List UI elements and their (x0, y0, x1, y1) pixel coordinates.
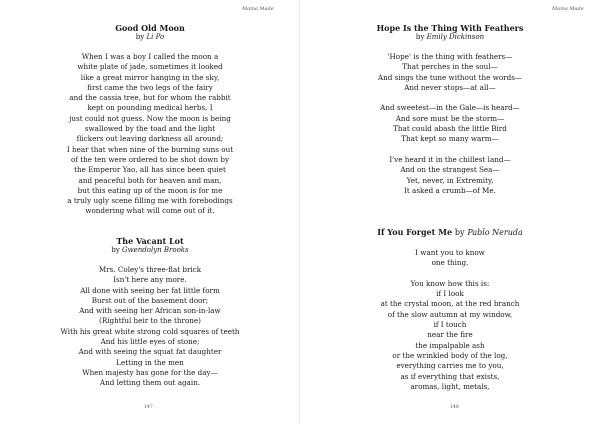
right-page (300, 0, 600, 424)
poem-line: first came the two legs of the fairy (87, 82, 213, 92)
poem-line: of the slow autumn at my window, (387, 309, 513, 319)
poem-line: wondering what will come out of it. (85, 206, 215, 216)
poem-line: kept on pounding medical herbs, I (87, 103, 213, 113)
poem-line: Mrs. Coley's three-flat brick (98, 265, 202, 274)
poem-byline (300, 33, 600, 41)
page-number: 148 (450, 405, 459, 410)
poem-author: Pablo Neruda (467, 228, 523, 237)
poem-line: just could not guess. Now the moon is being (69, 113, 231, 123)
poem-line: Burst out of the basement door; (91, 295, 209, 305)
poem-line: That kept so many warm— (401, 134, 499, 144)
poem-line: of the ten were ordered to be shot down by (70, 154, 230, 164)
poem-line: aromas, light, metals, (410, 381, 490, 391)
poem-line: Yet, never, in Extremity, (406, 175, 494, 185)
poem-line: And on the strangest Sea— (400, 165, 500, 175)
poem-line: You know how this is: (410, 278, 490, 288)
poem-line: And never stops—at all— (404, 82, 496, 92)
poem-line: When majesty has gone for the day— (82, 367, 218, 377)
poem-line: (Rightful heir to the throne) (99, 316, 201, 326)
poem-line: one thing. (431, 258, 469, 268)
poem-line: That perches in the soul— (402, 62, 498, 72)
poem-line: Letting in the men (116, 357, 184, 367)
poem-body (0, 52, 300, 217)
poem-line: And his little eyes of stone; (100, 337, 200, 347)
by-word: by (415, 33, 425, 41)
poem-line: And sings the tune without the words— (377, 72, 523, 82)
poem-title: Hope Is the Thing With Feathers (376, 23, 524, 33)
stanza-break (300, 269, 600, 279)
poem-line: I hear that when nine of the burning suns out (66, 144, 234, 154)
poem-line: And with seeing her African son-in-law (79, 306, 221, 316)
poem-line: I want you to know (415, 248, 485, 257)
poem-line: as if everything that exists, (400, 371, 500, 381)
poem-line: And with seeing the squat fat daughter (78, 347, 222, 357)
poem-author: Li Po (146, 33, 165, 41)
poem-byline (0, 246, 300, 254)
poem-line: Isn't here any more. (113, 275, 187, 285)
poem-body (300, 248, 600, 392)
poem-byline (0, 33, 300, 41)
poem-line: like a great mirror hanging in the sky, (80, 72, 220, 82)
poem-line: And sore must be the storm— (395, 113, 505, 123)
by-word: by (454, 228, 465, 237)
poem-line: if I touch (433, 320, 467, 330)
poem-line: swallowed by the toad and the light (84, 124, 216, 134)
poem-line: flickers out leaving darkness all around; (76, 134, 224, 144)
poem-line: near the fire (427, 330, 473, 340)
poem-line: I've heard it in the chillest land— (389, 154, 511, 164)
poem-line: but this eating up of the moon is for me (77, 185, 223, 195)
poem-line: All done with seeing her fat little form (80, 285, 220, 295)
poem-line: And letting them out again. (99, 378, 201, 388)
poem-line: a truly ugly scene filling me with forebodings (67, 196, 233, 206)
poem-line: With his great white strong cold squares of teeth (60, 326, 240, 336)
poem-line: everything carries me to you, (396, 361, 504, 371)
poem-line: When I was a boy I called the moon a (81, 52, 219, 61)
poem-line: the Emperor Yao, all has since been quiet (74, 165, 226, 175)
page-number: 147 (144, 405, 153, 410)
poem-line: white plate of jade, sometimes it looked (77, 62, 223, 72)
stanza-break (300, 145, 600, 155)
by-word: by (111, 246, 120, 254)
poem-line: if I look (436, 289, 464, 299)
running-head: Mama Made (552, 6, 584, 12)
poem-line: or the wrinkled body of the log, (392, 350, 508, 360)
poem-line: and peaceful both for heaven and man, (78, 175, 222, 185)
poem-author: Emily Dickinson (426, 33, 485, 41)
poem-line: And sweetest—in the Gale—is heard— (380, 103, 520, 113)
poem-line: It asked a crumb—of Me. (404, 185, 496, 195)
poem-line: That could abash the little Bird (393, 124, 507, 134)
poem-title: The Vacant Lot (116, 236, 184, 246)
poem-line: 'Hope' is the thing with feathers— (387, 52, 513, 61)
stanza-break (300, 93, 600, 103)
poem-body (0, 265, 300, 389)
by-word: by (135, 33, 145, 41)
poem-body (300, 52, 600, 196)
poem-line: the impalpable ash (415, 340, 485, 350)
poem-title: If You Forget Me (377, 227, 453, 237)
poem-author: Gwendolyn Brooks (122, 246, 189, 254)
poem-line: at the crystal moon, at the red branch (380, 299, 520, 309)
poem-title: Good Old Moon (115, 23, 185, 33)
poem-line: and the cassia tree, but for whom the rabbit (69, 93, 231, 103)
poem-title-line (300, 227, 600, 237)
running-head: Mama Made (242, 6, 274, 12)
